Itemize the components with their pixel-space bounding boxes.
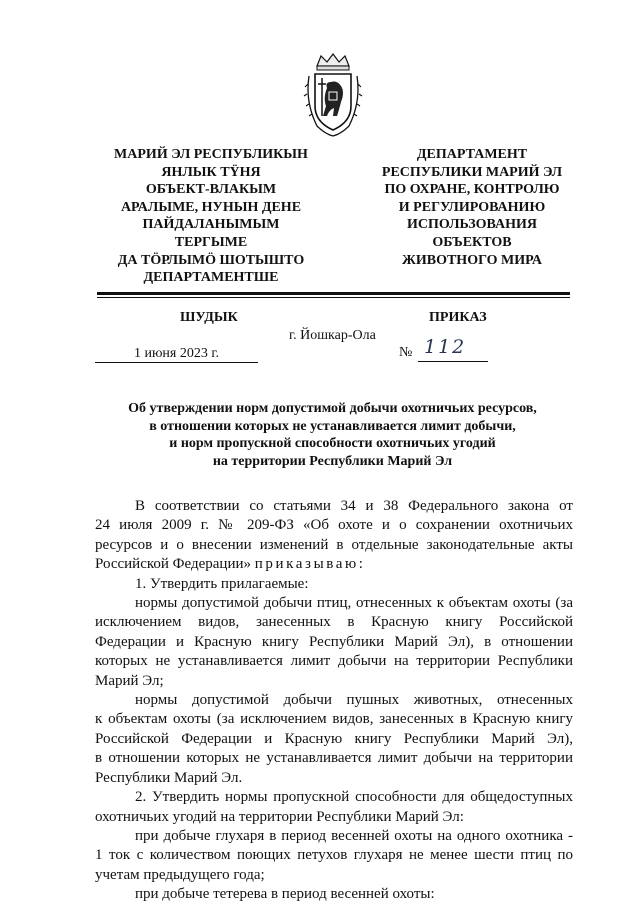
- doc-type-mari: ШУДЫК: [180, 310, 238, 325]
- title-line: на территории Республики Марий Эл: [212, 453, 453, 469]
- body-line: Республики Марий Эл.: [95, 769, 243, 786]
- body-text: Российской Федерации»: [95, 556, 252, 573]
- body-line: которых не устанавливается лимит добычи на территории Республики: [95, 653, 573, 670]
- doc-type-russian: ПРИКАЗ: [429, 310, 487, 325]
- body-line: Федерации и Красную книгу Республики Марий Эл), в отношении: [95, 633, 573, 650]
- body-line: при добыче глухаря в период весенней охоты на одного охотника -: [135, 827, 573, 844]
- title-line: в отношении которых не устанавливается лимит добычи,: [149, 418, 516, 434]
- header-line: ИСПОЛЬЗОВАНИЯ: [407, 217, 537, 233]
- header-line: ТЕРГЫМЕ: [174, 234, 248, 250]
- order-word: приказываю:: [254, 556, 366, 573]
- body-line: нормы допустимой добычи птиц, отнесенных к объектам охоты (за: [135, 595, 573, 612]
- body-line: к объектам охоты (за исключением видов, занесенных в Красную книгу: [95, 711, 573, 728]
- body-line: 24 июля 2009 г. № 209-ФЗ «Об охоте и о сохранении охотничьих: [95, 517, 573, 534]
- header-russian-name: [357, 146, 587, 269]
- header-mari-name: [96, 146, 326, 287]
- body-line: В соответствии со статьями 34 и 38 Федерального закона от: [135, 498, 573, 514]
- header-line: РЕСПУБЛИКИ МАРИЙ ЭЛ: [381, 164, 563, 180]
- body-line: Марий Эл;: [95, 672, 164, 689]
- doc-number-label: №: [399, 345, 413, 360]
- title-line: Об утверждении норм допустимой добычи охотничьих ресурсов,: [128, 401, 537, 416]
- header-line: ОБЪЕКТ-ВЛАКЫМ: [145, 182, 277, 198]
- header-divider-thick: [97, 292, 570, 295]
- doc-city: г. Йошкар-Ола: [289, 328, 376, 343]
- body-line: при добыче тетерева в период весенней охоты:: [135, 886, 435, 903]
- body-line: исключением видов, занесенных в Красную книгу Российской: [95, 614, 573, 631]
- body-line: учетам предыдущего года;: [95, 866, 265, 883]
- header-line: ДЕПАРТАМЕНТ: [416, 147, 528, 162]
- body-line: в отношении которых не устанавливается лимит добычи на территории: [95, 750, 573, 767]
- body-line: нормы допустимой добычи пушных животных, отнесенных: [135, 692, 573, 709]
- header-line: ЯНЛЫК ТŸНЯ: [161, 164, 261, 180]
- body-line: 1 ток с количеством поющих петухов глухаря не менее шести птиц по: [95, 847, 573, 864]
- body-line: Российской Федерации и Красную книгу Республики Марий Эл),: [95, 730, 573, 747]
- header-line: ОБЪЕКТОВ: [432, 234, 512, 250]
- doc-date: 1 июня 2023 г.: [95, 345, 258, 363]
- header-line: ПО ОХРАНЕ, КОНТРОЛЮ: [384, 182, 560, 198]
- header-line: МАРИЙ ЭЛ РЕСПУБЛИКЫН: [114, 147, 308, 162]
- doc-title: [95, 400, 570, 470]
- crown-icon: [317, 54, 349, 66]
- doc-number-underline: [418, 361, 488, 362]
- header-divider-thin: [97, 297, 570, 298]
- body-line: 2. Утвердить нормы пропускной способности для общедоступных: [135, 789, 573, 806]
- coat-of-arms-emblem: [303, 52, 363, 138]
- body-line: охотничьих угодий на территории Республики Марий Эл:: [95, 808, 464, 825]
- header-line: ДА ТÖРЛЫМÖ ШОТЫШТО: [117, 252, 305, 268]
- doc-body: [95, 497, 573, 905]
- header-line: И РЕГУЛИРОВАНИЮ: [398, 199, 546, 215]
- header-line: ПАЙДАЛАНЫМЫМ: [142, 217, 280, 233]
- body-line: [95, 555, 573, 574]
- header-line: ЖИВОТНОГО МИРА: [402, 252, 542, 268]
- body-line: 1. Утвердить прилагаемые:: [135, 575, 309, 592]
- header-line: АРАЛЫМЕ, НУНЫН ДЕНЕ: [120, 199, 302, 215]
- body-line: ресурсов и о внесении изменений в отдельные законодательные акты: [95, 536, 573, 553]
- header-line: ДЕПАРТАМЕНТШЕ: [143, 270, 279, 286]
- title-line: и норм пропускной способности охотничьих угодий: [169, 436, 496, 452]
- doc-number-handwritten: 112: [424, 336, 467, 358]
